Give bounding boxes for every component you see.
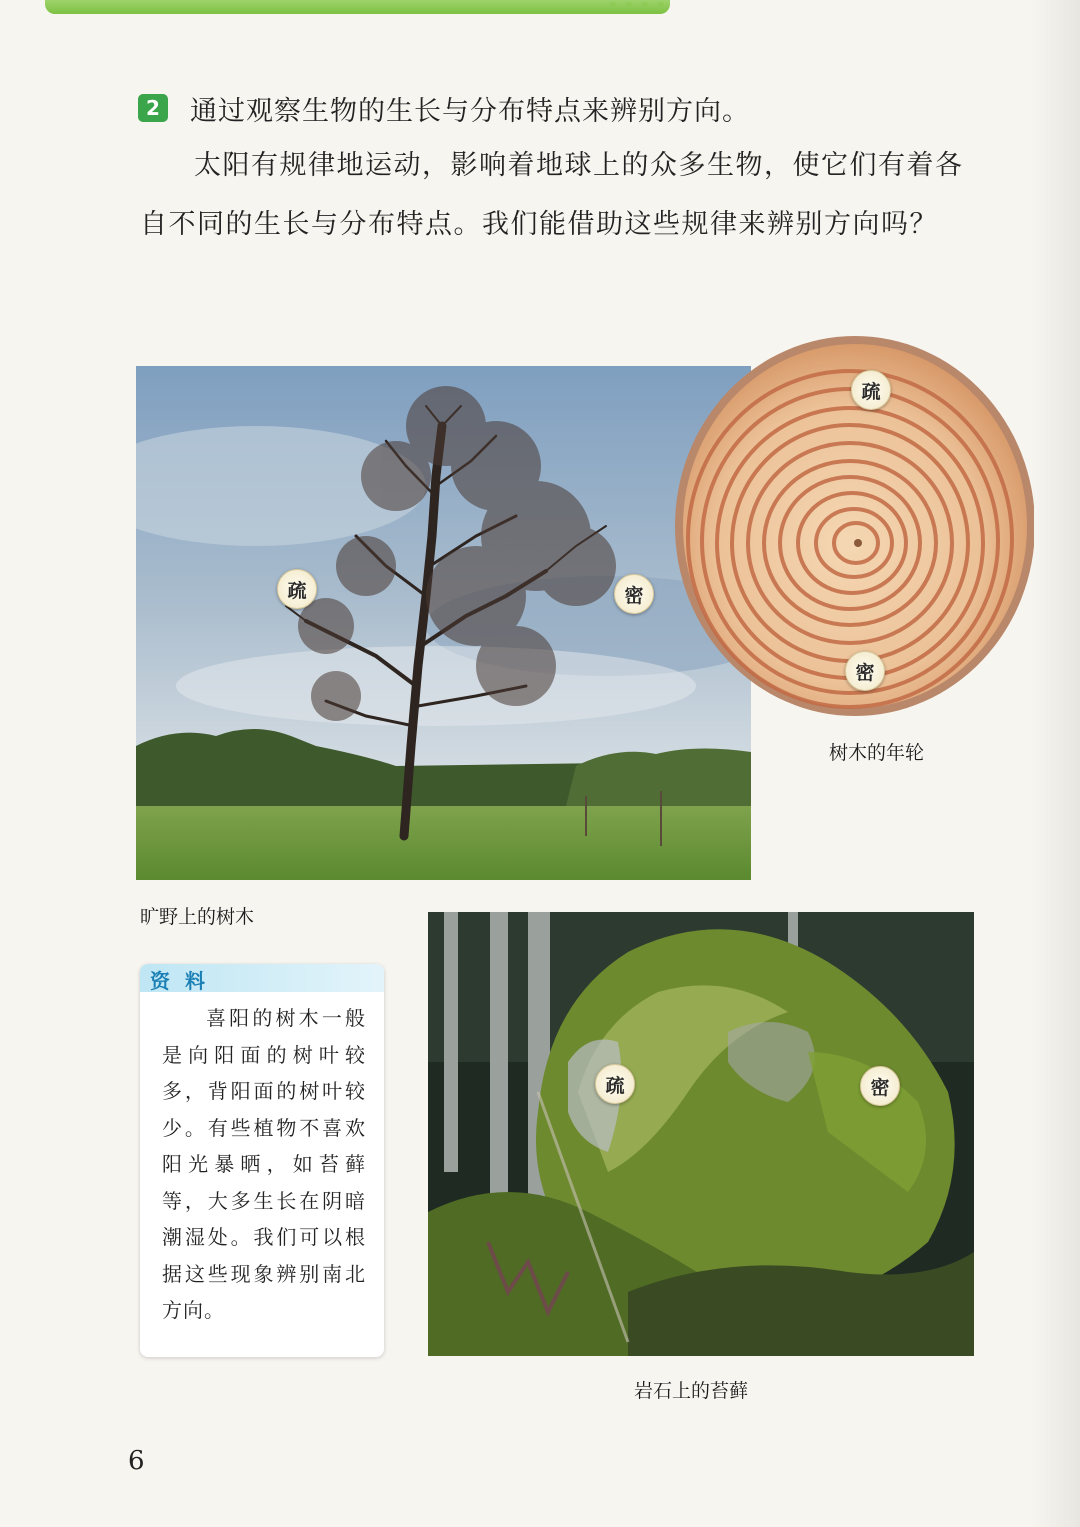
intro-paragraph: 太阳有规律地运动，影响着地球上的众多生物，使它们有着各自不同的生长与分布特点。我们能借助这些规律来辨别方向吗？ [140, 150, 964, 240]
top-decorative-dots [600, 0, 680, 14]
page-edge-shadow [1032, 0, 1080, 1527]
open-field-tree-photo [136, 366, 751, 880]
info-box [140, 964, 384, 1357]
moss-on-rock-caption: 岩石上的苔藓 [634, 1380, 749, 1402]
open-field-tree-caption: 旷野上的树木 [140, 906, 255, 928]
tree-sparse-label: 疏 [277, 569, 317, 609]
page-number: 6 [128, 1446, 145, 1476]
rings-dense-label: 密 [845, 651, 885, 691]
section-heading [138, 90, 750, 126]
section-heading-text: 通过观察生物的生长与分布特点来辨别方向。 [190, 95, 750, 127]
tree-rings-photo [672, 333, 1034, 718]
moss-on-rock-photo [428, 912, 974, 1356]
info-box-title: 资 料 [150, 969, 209, 993]
top-decorative-band [45, 0, 670, 14]
tree-dense-label: 密 [614, 574, 654, 614]
info-box-text: 喜阳的树木一般是向阳面的树叶较多，背阳面的树叶较少。有些植物不喜欢阳光暴晒，如苔藓等，大多生长在阴暗潮湿处。我们可以根据这些现象辨别南北方向。 [162, 1006, 366, 1322]
tree-rings-caption: 树木的年轮 [829, 742, 925, 764]
rings-sparse-label: 疏 [851, 370, 891, 410]
moss-dense-label: 密 [860, 1066, 900, 1106]
section-number-badge: 2 [138, 94, 168, 122]
moss-sparse-label: 疏 [595, 1064, 635, 1104]
